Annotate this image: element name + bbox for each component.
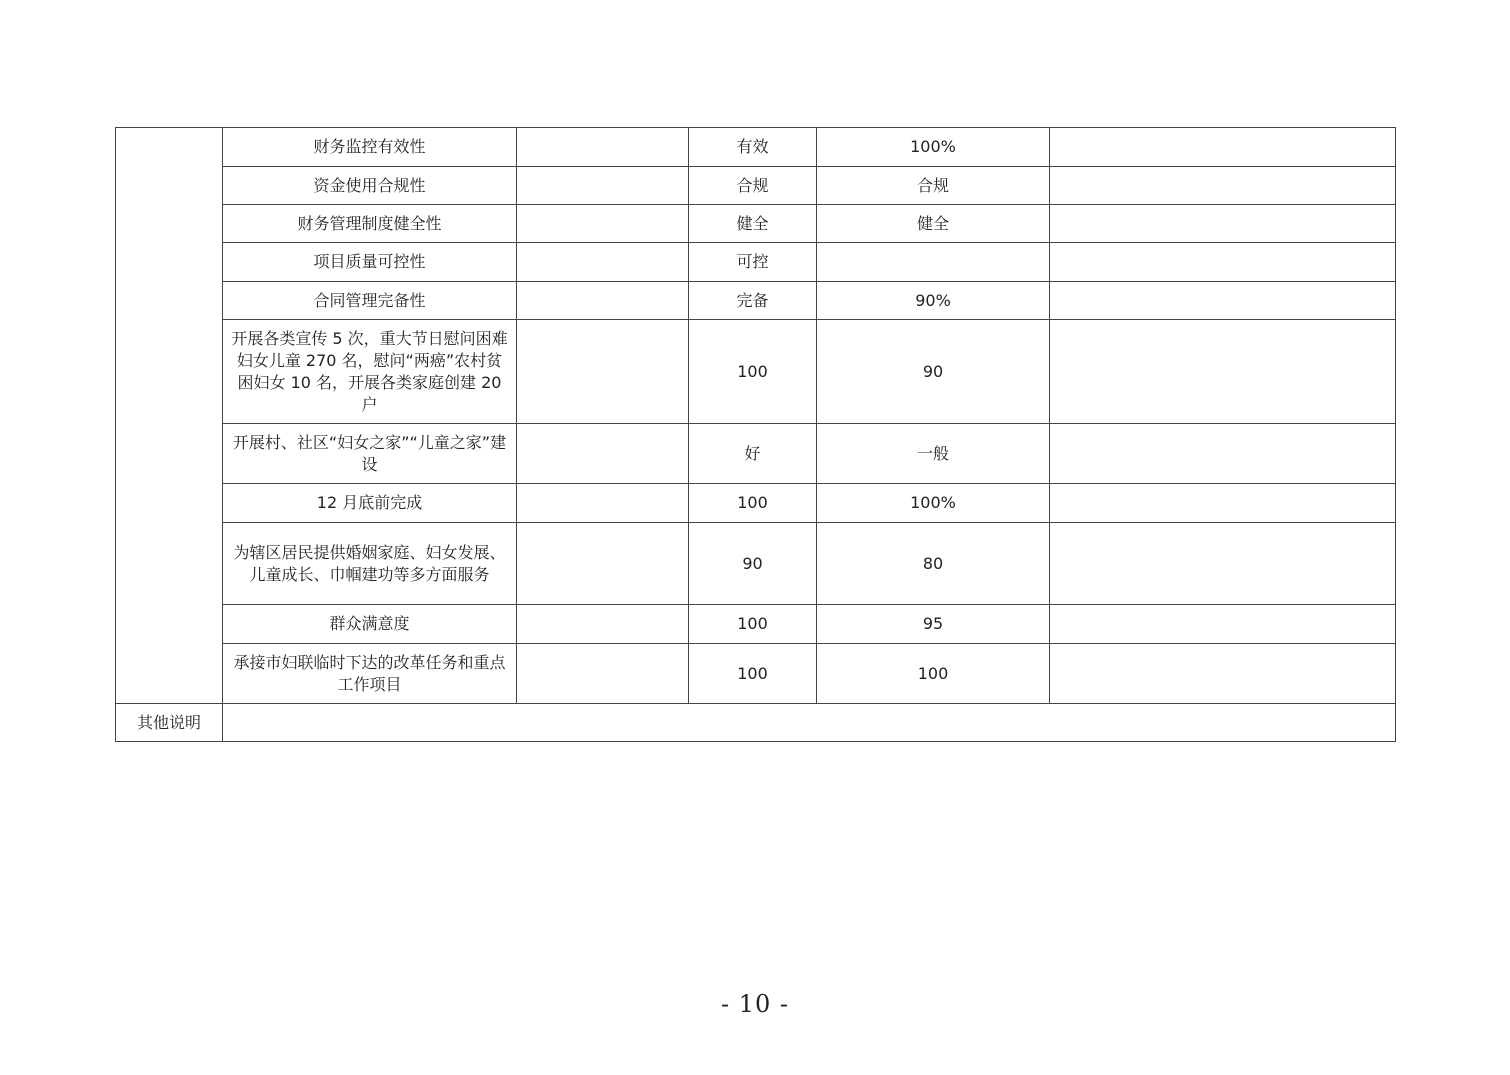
weight-cell	[517, 128, 689, 167]
indicator-cell: 合同管理完备性	[223, 282, 517, 320]
table-row	[116, 605, 1396, 644]
note-cell	[1050, 424, 1396, 484]
weight-cell	[517, 320, 689, 424]
actual-cell: 100%	[817, 128, 1050, 167]
actual-cell: 90	[817, 320, 1050, 424]
table-row	[116, 128, 1396, 167]
performance-table	[115, 127, 1396, 742]
note-cell	[1050, 484, 1396, 523]
note-cell	[1050, 605, 1396, 644]
note-cell	[1050, 167, 1396, 205]
table-row	[116, 644, 1396, 704]
actual-cell: 100	[817, 644, 1050, 704]
target-cell: 100	[689, 320, 817, 424]
note-cell	[1050, 282, 1396, 320]
indicator-cell: 承接市妇联临时下达的改革任务和重点工作项目	[223, 644, 517, 704]
note-cell	[1050, 320, 1396, 424]
note-cell	[1050, 128, 1396, 167]
weight-cell	[517, 282, 689, 320]
indicator-cell: 财务管理制度健全性	[223, 205, 517, 243]
weight-cell	[517, 484, 689, 523]
weight-cell	[517, 424, 689, 484]
actual-cell: 90%	[817, 282, 1050, 320]
other-notes-row	[116, 704, 1396, 742]
indicator-cell: 12 月底前完成	[223, 484, 517, 523]
table-row	[116, 484, 1396, 523]
target-cell: 合规	[689, 167, 817, 205]
target-cell: 好	[689, 424, 817, 484]
indicator-cell: 开展各类宣传 5 次，重大节日慰问困难妇女儿童 270 名，慰问“两癌”农村贫困妇女 10 名，开展各类家庭创建 20 户	[223, 320, 517, 424]
actual-cell: 80	[817, 523, 1050, 605]
note-cell	[1050, 523, 1396, 605]
table-row	[116, 243, 1396, 282]
indicator-cell: 项目质量可控性	[223, 243, 517, 282]
target-cell: 有效	[689, 128, 817, 167]
target-cell: 100	[689, 605, 817, 644]
weight-cell	[517, 243, 689, 282]
actual-cell	[817, 243, 1050, 282]
actual-cell: 一般	[817, 424, 1050, 484]
other-notes-value	[223, 704, 1396, 742]
weight-cell	[517, 205, 689, 243]
table-row	[116, 282, 1396, 320]
actual-cell: 100%	[817, 484, 1050, 523]
weight-cell	[517, 605, 689, 644]
table-row	[116, 320, 1396, 424]
indicator-cell: 开展村、社区“妇女之家”“儿童之家”建设	[223, 424, 517, 484]
target-cell: 健全	[689, 205, 817, 243]
indicator-cell: 群众满意度	[223, 605, 517, 644]
weight-cell	[517, 523, 689, 605]
target-cell: 100	[689, 644, 817, 704]
category-cell	[116, 128, 223, 704]
table-row	[116, 424, 1396, 484]
actual-cell: 合规	[817, 167, 1050, 205]
weight-cell	[517, 644, 689, 704]
target-cell: 完备	[689, 282, 817, 320]
other-notes-label: 其他说明	[116, 704, 223, 742]
actual-cell: 健全	[817, 205, 1050, 243]
target-cell: 可控	[689, 243, 817, 282]
weight-cell	[517, 167, 689, 205]
target-cell: 100	[689, 484, 817, 523]
table-row	[116, 167, 1396, 205]
indicator-cell: 资金使用合规性	[223, 167, 517, 205]
note-cell	[1050, 644, 1396, 704]
table-row	[116, 523, 1396, 605]
note-cell	[1050, 243, 1396, 282]
table-row	[116, 205, 1396, 243]
page-number: - 10 -	[720, 990, 789, 1018]
indicator-cell: 财务监控有效性	[223, 128, 517, 167]
indicator-cell: 为辖区居民提供婚姻家庭、妇女发展、儿童成长、巾帼建功等多方面服务	[223, 523, 517, 605]
target-cell: 90	[689, 523, 817, 605]
actual-cell: 95	[817, 605, 1050, 644]
note-cell	[1050, 205, 1396, 243]
